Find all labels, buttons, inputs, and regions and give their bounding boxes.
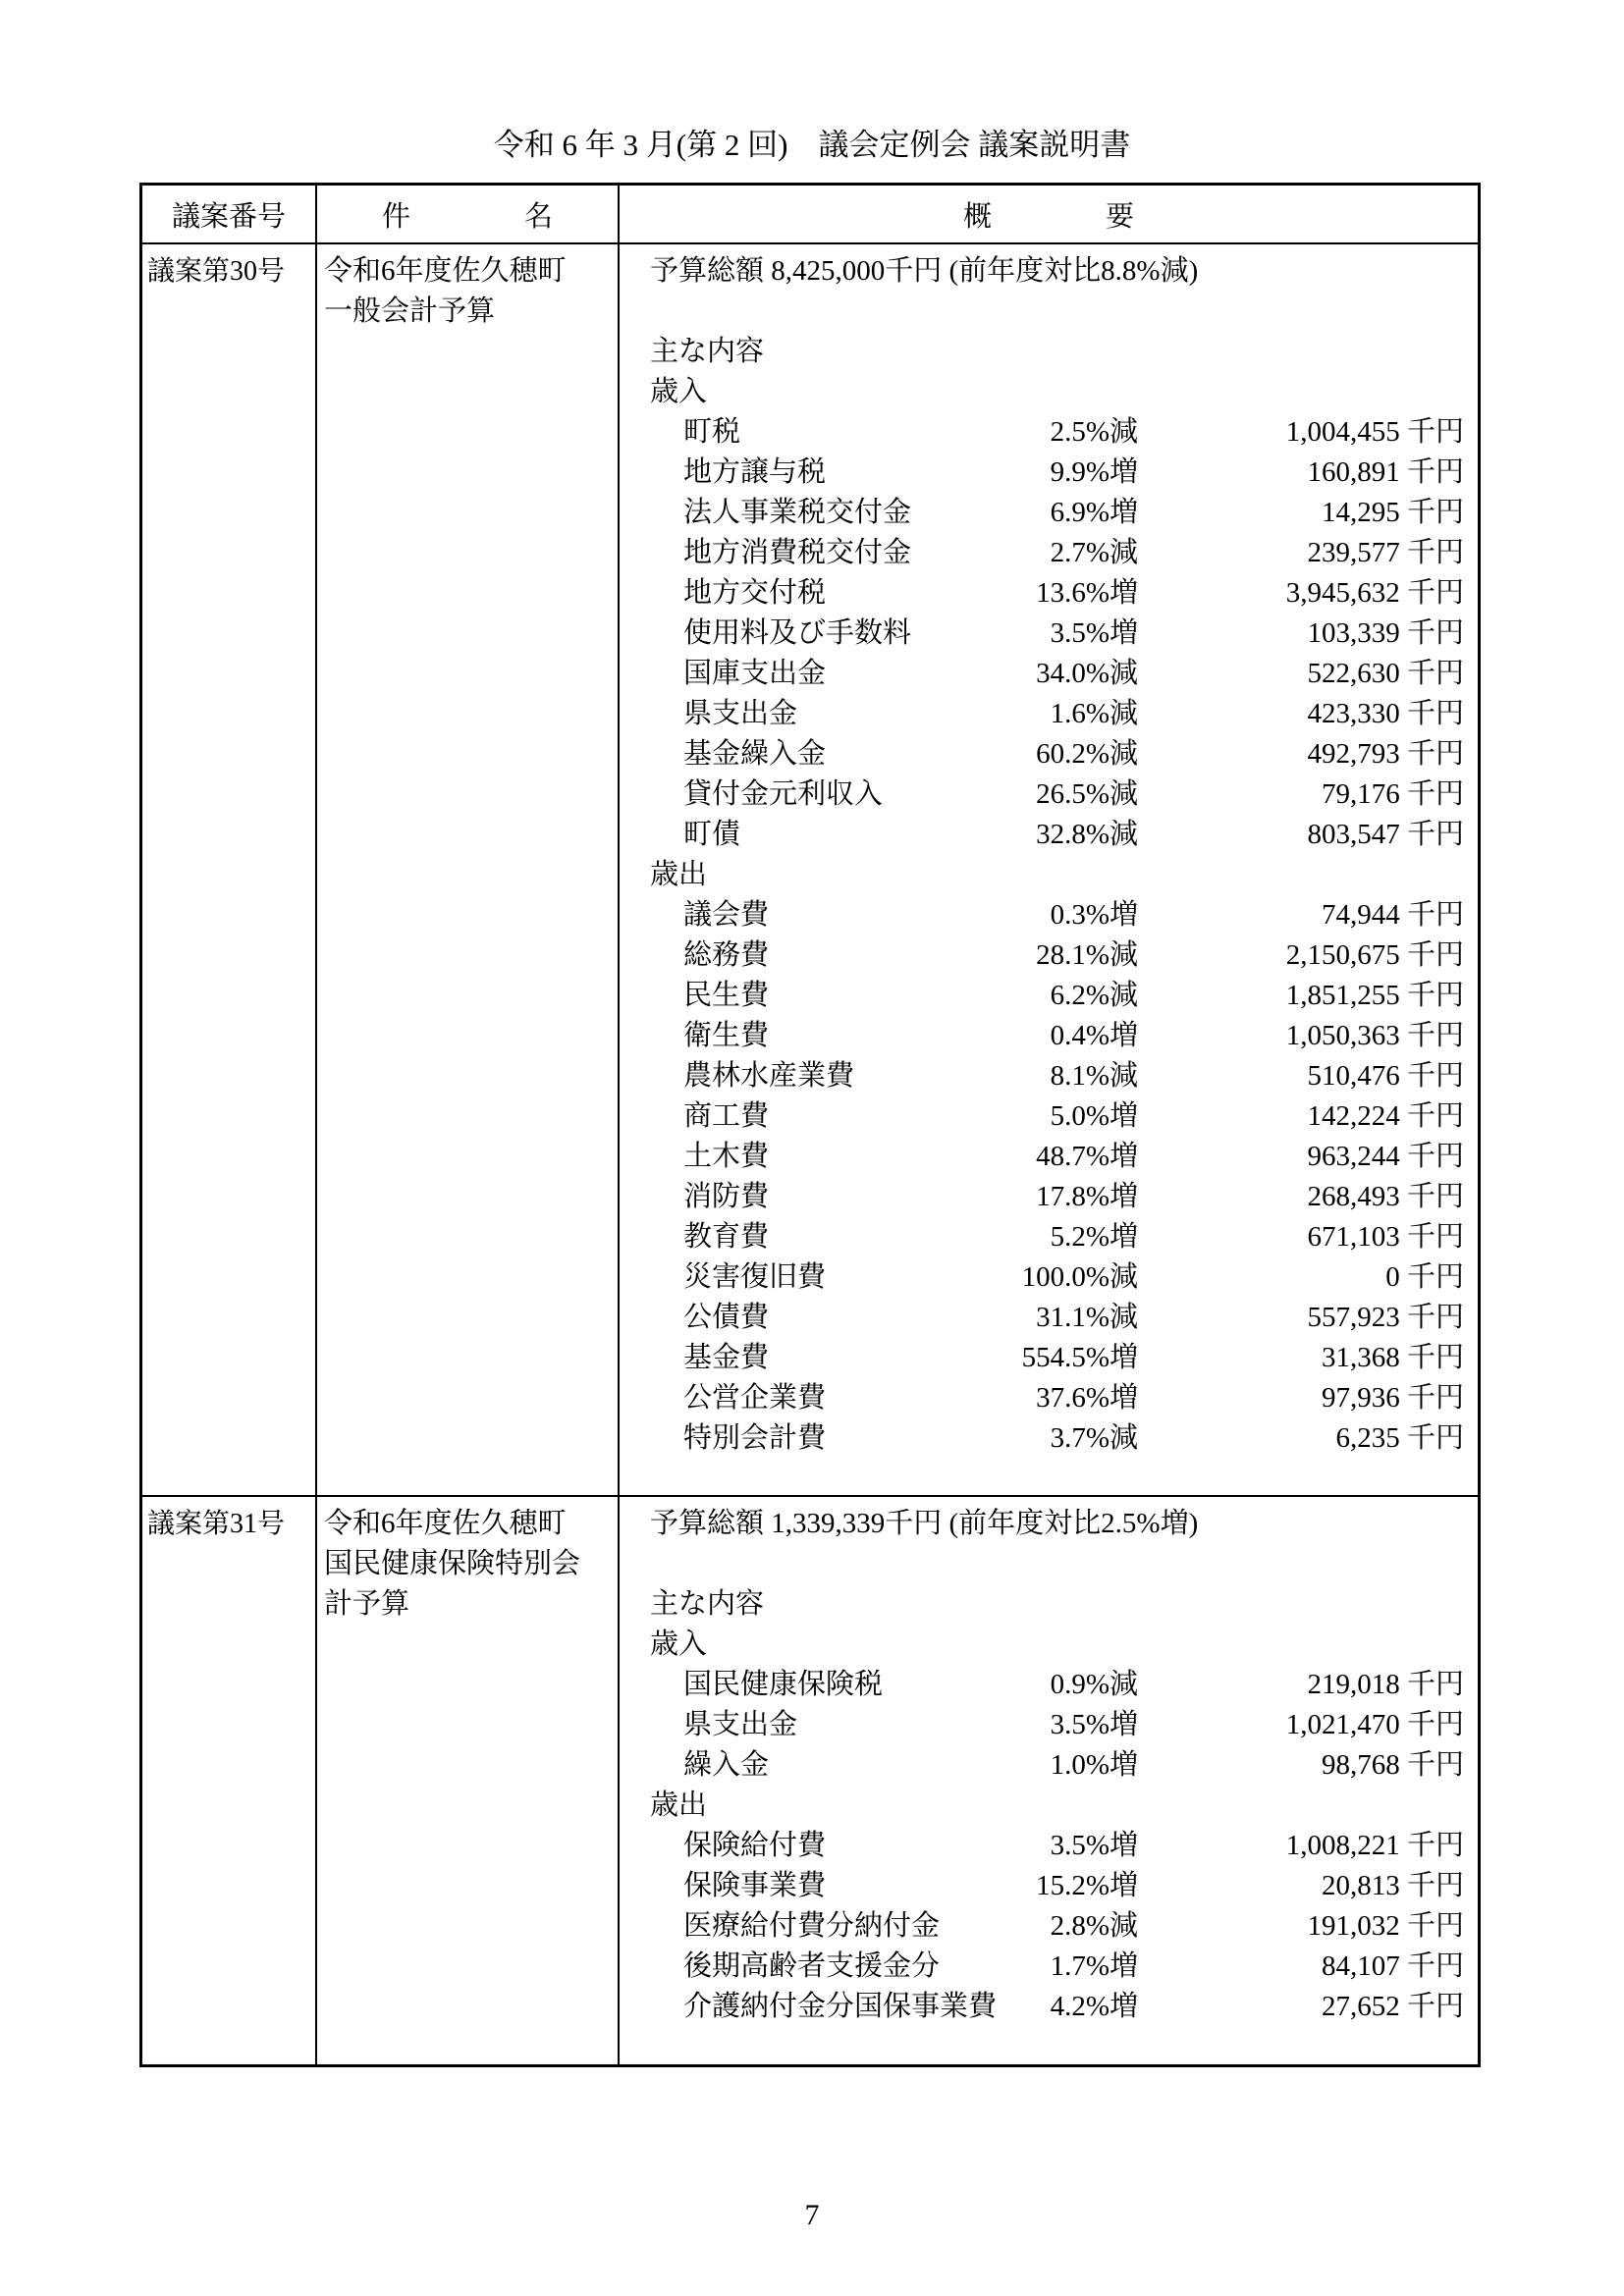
budget-item-line <box>650 1418 1464 1459</box>
item-percent-change: 2.8%減 <box>1050 1910 1138 1942</box>
item-label: 繰入金 <box>683 1749 770 1781</box>
item-label: 国民健康保険税 <box>683 1669 884 1700</box>
budget-item-line <box>650 1866 1464 1906</box>
summary-text: 主な内容 <box>650 1588 765 1620</box>
budget-item-line <box>650 1745 1464 1786</box>
page-number: 7 <box>804 2199 820 2231</box>
item-amount: 14,295 千円 <box>1321 497 1464 528</box>
budget-item-line <box>650 774 1464 815</box>
item-amount: 97,936 千円 <box>1321 1382 1464 1414</box>
table-header-row <box>142 186 1478 244</box>
summary-text-line <box>650 372 1464 412</box>
budget-item-line <box>650 493 1464 533</box>
budget-item-line <box>650 1016 1464 1056</box>
item-percent-change: 13.6%増 <box>1036 577 1138 609</box>
item-percent-change: 0.9%減 <box>1050 1669 1138 1700</box>
item-amount: 239,577 千円 <box>1307 537 1464 568</box>
item-amount: 74,944 千円 <box>1321 899 1464 931</box>
item-percent-change: 1.6%減 <box>1050 698 1138 729</box>
budget-item-line <box>650 895 1464 935</box>
item-amount: 27,652 千円 <box>1321 1991 1464 2022</box>
item-percent-change: 2.7%減 <box>1050 537 1138 568</box>
item-label: 議会費 <box>683 899 770 931</box>
item-amount: 510,476 千円 <box>1307 1060 1464 1092</box>
header-bill-name: 件 名 <box>317 186 620 242</box>
budget-item-line <box>650 1378 1464 1418</box>
item-label: 町債 <box>683 819 741 850</box>
item-percent-change: 26.5%減 <box>1036 778 1138 810</box>
budget-item-line <box>650 1137 1464 1177</box>
budget-item-line <box>650 1665 1464 1705</box>
header-bill-number: 議案番号 <box>142 186 317 242</box>
page-title: 令和 6 年 3 月(第 2 回) 議会定例会 議案説明書 <box>493 128 1131 162</box>
item-amount: 3,945,632 千円 <box>1285 577 1464 609</box>
budget-item-line <box>650 533 1464 573</box>
item-amount: 423,330 千円 <box>1307 698 1464 729</box>
budget-item-line <box>650 976 1464 1016</box>
budget-item-line <box>650 1705 1464 1745</box>
item-percent-change: 3.5%増 <box>1050 617 1138 649</box>
item-percent-change: 3.5%増 <box>1050 1830 1138 1861</box>
item-label: 法人事業税交付金 <box>683 497 912 528</box>
item-percent-change: 31.1%減 <box>1036 1302 1138 1333</box>
item-label: 使用料及び手数料 <box>683 617 912 649</box>
budget-item-line <box>650 1826 1464 1866</box>
summary-text: 予算総額 8,425,000千円 (前年度対比8.8%減) <box>650 255 1199 287</box>
summary-text-line <box>650 1625 1464 1665</box>
bill-number-cell: 議案第30号 <box>142 244 317 1495</box>
item-label: 教育費 <box>683 1221 770 1253</box>
item-label: 土木費 <box>683 1141 770 1172</box>
item-label: 消防費 <box>683 1181 770 1212</box>
item-percent-change: 0.4%増 <box>1050 1020 1138 1051</box>
item-label: 介護納付金分国保事業費 <box>683 1991 998 2022</box>
summary-text-line <box>650 1584 1464 1625</box>
item-percent-change: 48.7%増 <box>1036 1141 1138 1172</box>
item-percent-change: 5.0%増 <box>1050 1100 1138 1132</box>
budget-item-line <box>650 614 1464 654</box>
budget-item-line <box>650 573 1464 614</box>
item-amount: 963,244 千円 <box>1307 1141 1464 1172</box>
summary-text: 歳出 <box>650 1789 708 1821</box>
bill-summary-cell <box>620 1497 1478 2064</box>
item-amount: 1,004,455 千円 <box>1285 416 1464 448</box>
item-amount: 803,547 千円 <box>1307 819 1464 850</box>
budget-item-line <box>650 1987 1464 2027</box>
item-percent-change: 15.2%増 <box>1036 1870 1138 1901</box>
summary-text: 歳入 <box>650 1629 708 1660</box>
item-percent-change: 60.2%減 <box>1036 738 1138 770</box>
summary-text: 予算総額 1,339,339千円 (前年度対比2.5%増) <box>650 1508 1199 1539</box>
item-amount: 492,793 千円 <box>1307 738 1464 770</box>
summary-text-line <box>650 1786 1464 1826</box>
item-amount: 142,224 千円 <box>1307 1100 1464 1132</box>
item-label: 特別会計費 <box>683 1422 827 1454</box>
item-label: 医療給付費分納付金 <box>683 1910 941 1942</box>
budget-item-line <box>650 1257 1464 1298</box>
item-label: 保険給付費 <box>683 1830 827 1861</box>
bills-table <box>139 183 1481 2067</box>
item-percent-change: 32.8%減 <box>1036 819 1138 850</box>
item-amount: 79,176 千円 <box>1321 778 1464 810</box>
item-label: 地方譲与税 <box>683 456 827 488</box>
item-percent-change: 5.2%増 <box>1050 1221 1138 1253</box>
budget-item-line <box>650 412 1464 453</box>
item-percent-change: 3.5%増 <box>1050 1709 1138 1740</box>
bill-name-cell: 令和6年度佐久穂町国民健康保険特別会計予算 <box>317 1497 620 2064</box>
budget-item-line <box>650 1056 1464 1096</box>
budget-item-line <box>650 1217 1464 1257</box>
item-amount: 98,768 千円 <box>1321 1749 1464 1781</box>
item-amount: 20,813 千円 <box>1321 1870 1464 1901</box>
item-amount: 160,891 千円 <box>1307 456 1464 488</box>
item-amount: 103,339 千円 <box>1307 617 1464 649</box>
budget-item-line <box>650 1177 1464 1217</box>
item-label: 基金費 <box>683 1342 770 1373</box>
budget-item-line <box>650 935 1464 976</box>
item-amount: 1,008,221 千円 <box>1285 1830 1464 1861</box>
item-amount: 1,021,470 千円 <box>1285 1709 1464 1740</box>
item-percent-change: 3.7%減 <box>1050 1422 1138 1454</box>
item-amount: 1,851,255 千円 <box>1285 980 1464 1011</box>
blank-line <box>650 292 1464 332</box>
item-label: 商工費 <box>683 1100 770 1132</box>
header-summary: 概 要 <box>962 200 1134 233</box>
item-label: 農林水産業費 <box>683 1060 855 1092</box>
budget-item-line <box>650 1947 1464 1987</box>
item-percent-change: 6.2%減 <box>1050 980 1138 1011</box>
item-label: 衛生費 <box>683 1020 770 1051</box>
summary-text-line <box>650 332 1464 372</box>
item-label: 保険事業費 <box>683 1870 827 1901</box>
item-amount: 557,923 千円 <box>1307 1302 1464 1333</box>
item-percent-change: 28.1%減 <box>1036 939 1138 971</box>
summary-text-line <box>650 855 1464 895</box>
item-label: 後期高齢者支援金分 <box>683 1950 941 1982</box>
item-label: 総務費 <box>683 939 770 971</box>
item-amount: 2,150,675 千円 <box>1285 939 1464 971</box>
table-row <box>142 1497 1478 2064</box>
bill-name-cell: 令和6年度佐久穂町一般会計予算 <box>317 244 620 1495</box>
item-label: 民生費 <box>683 980 770 1011</box>
item-amount: 0 千円 <box>1385 1261 1464 1293</box>
item-label: 県支出金 <box>683 698 798 729</box>
item-amount: 6,235 千円 <box>1335 1422 1464 1454</box>
summary-text-line <box>650 251 1464 292</box>
budget-item-line <box>650 734 1464 774</box>
item-amount: 31,368 千円 <box>1321 1342 1464 1373</box>
item-percent-change: 6.9%増 <box>1050 497 1138 528</box>
item-amount: 219,018 千円 <box>1307 1669 1464 1700</box>
item-label: 国庫支出金 <box>683 658 827 689</box>
budget-item-line <box>650 1338 1464 1378</box>
item-percent-change: 9.9%増 <box>1050 456 1138 488</box>
summary-text: 歳入 <box>650 376 708 407</box>
budget-item-line <box>650 453 1464 493</box>
bill-summary-cell <box>620 244 1478 1495</box>
budget-item-line <box>650 694 1464 734</box>
item-amount: 268,493 千円 <box>1307 1181 1464 1212</box>
item-percent-change: 37.6%増 <box>1036 1382 1138 1414</box>
item-amount: 1,050,363 千円 <box>1285 1020 1464 1051</box>
item-label: 貸付金元利収入 <box>683 778 884 810</box>
item-percent-change: 34.0%減 <box>1036 658 1138 689</box>
item-percent-change: 4.2%増 <box>1050 1991 1138 2022</box>
item-percent-change: 1.0%増 <box>1050 1749 1138 1781</box>
item-percent-change: 2.5%減 <box>1050 416 1138 448</box>
item-label: 町税 <box>683 416 741 448</box>
budget-item-line <box>650 1096 1464 1137</box>
item-label: 県支出金 <box>683 1709 798 1740</box>
bill-number-cell: 議案第31号 <box>142 1497 317 2064</box>
budget-item-line <box>650 1906 1464 1947</box>
summary-text: 主な内容 <box>650 336 765 367</box>
item-percent-change: 8.1%減 <box>1050 1060 1138 1092</box>
item-amount: 671,103 千円 <box>1307 1221 1464 1253</box>
item-percent-change: 100.0%減 <box>1021 1261 1138 1293</box>
budget-item-line <box>650 1298 1464 1338</box>
item-label: 基金繰入金 <box>683 738 827 770</box>
table-row <box>142 244 1478 1497</box>
item-label: 地方消費税交付金 <box>683 537 912 568</box>
item-amount: 84,107 千円 <box>1321 1950 1464 1982</box>
item-percent-change: 554.5%増 <box>1021 1342 1138 1373</box>
item-percent-change: 0.3%増 <box>1050 899 1138 931</box>
budget-item-line <box>650 815 1464 855</box>
item-label: 災害復旧費 <box>683 1261 827 1293</box>
budget-item-line <box>650 654 1464 694</box>
blank-line <box>650 1544 1464 1584</box>
item-percent-change: 17.8%増 <box>1036 1181 1138 1212</box>
item-amount: 191,032 千円 <box>1307 1910 1464 1942</box>
item-percent-change: 1.7%増 <box>1050 1950 1138 1982</box>
summary-text-line <box>650 1504 1464 1544</box>
summary-text: 歳出 <box>650 859 708 890</box>
item-label: 公営企業費 <box>683 1382 827 1414</box>
item-amount: 522,630 千円 <box>1307 658 1464 689</box>
item-label: 地方交付税 <box>683 577 827 609</box>
item-label: 公債費 <box>683 1302 770 1333</box>
